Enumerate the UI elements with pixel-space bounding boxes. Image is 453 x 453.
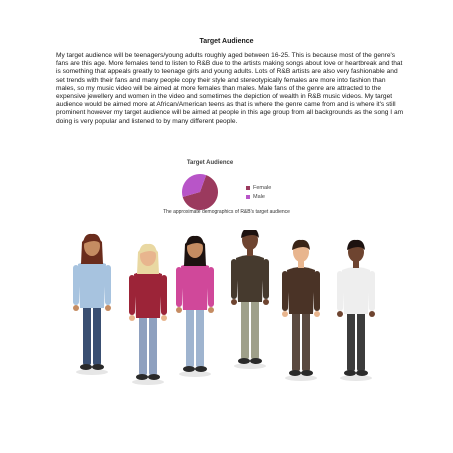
female-figure-1 (73, 234, 111, 375)
male-figure-2 (282, 240, 320, 381)
page-title: Target Audience (199, 38, 254, 45)
pie-chart (170, 170, 230, 214)
chart-legend (246, 183, 271, 201)
legend-label: Male (253, 193, 265, 200)
body-paragraph: My target audience will be teenagers/young adults roughly aged between 16-25. This is because most of the genre's fans are this age. More females tend to listen to R&B due to the artists making songs about love or heartbreak and that is something that appeals greatly to teenage girls and young adults. Lots of R&B artists are also very fashionable and set trends with their fans and many people copy their style and stereotypically females are more into fashion than males, so my music video will be aimed at more females than males. Male fans of the genre are attracted to the expensive jewellery and women in the video and sometimes the depiction of wealth in R&B music videos. My target audience would be aimed more at African/American teens as that is where the genre came from and is where it's still prominent however my target audience will be aimed at people in this age group from all backgrounds as the song I am doing is very popular and listened to by many different people. (56, 52, 404, 125)
legend-swatch (246, 195, 250, 199)
female-figure-3 (176, 236, 214, 377)
legend-item-female (246, 183, 271, 192)
male-figure-1 (231, 230, 269, 369)
avatar-figures-group (0, 230, 453, 390)
chart-title: Target Audience (186, 160, 234, 166)
legend-item-male (246, 192, 271, 201)
chart-caption: The approximate demographics of R&B's target audience (163, 209, 290, 215)
female-figure-2 (129, 244, 167, 385)
legend-label: Female (253, 184, 272, 191)
legend-swatch (246, 186, 250, 190)
male-figure-3 (337, 240, 375, 381)
